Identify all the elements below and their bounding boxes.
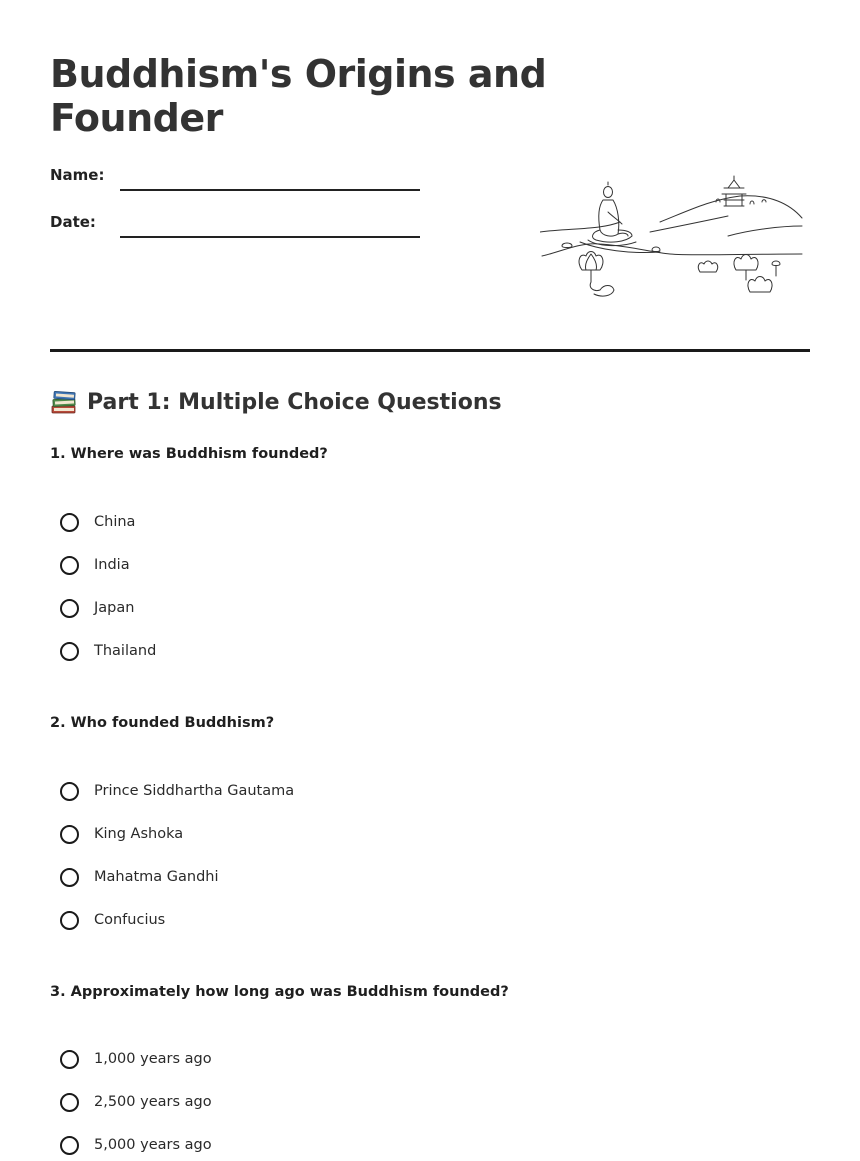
radio-button[interactable] — [60, 556, 79, 575]
option-label: 5,000 years ago — [94, 1137, 212, 1153]
question-1: 1. Where was Buddhism founded? — [50, 446, 328, 462]
radio-button[interactable] — [60, 642, 79, 661]
option-label: 2,500 years ago — [94, 1094, 212, 1110]
radio-button[interactable] — [60, 1093, 79, 1112]
q3-option-1[interactable] — [60, 1046, 212, 1072]
option-label: Japan — [94, 600, 135, 616]
q2-option-4[interactable] — [60, 907, 165, 933]
radio-button[interactable] — [60, 782, 79, 801]
option-label: India — [94, 557, 130, 573]
option-label: Confucius — [94, 912, 166, 928]
books-icon — [50, 390, 78, 416]
worksheet-page — [50, 0, 810, 1161]
q2-option-1[interactable] — [60, 778, 294, 804]
option-label: Thailand — [94, 643, 157, 659]
date-field[interactable] — [50, 212, 470, 242]
radio-button[interactable] — [60, 911, 79, 930]
date-label: Date: — [50, 213, 96, 231]
radio-button[interactable] — [60, 513, 79, 532]
q2-option-2[interactable] — [60, 821, 183, 847]
q3-option-2[interactable] — [60, 1089, 212, 1115]
option-label: China — [94, 514, 136, 530]
q1-option-4[interactable] — [60, 638, 156, 664]
q2-option-3[interactable] — [60, 864, 219, 890]
name-field[interactable] — [50, 165, 470, 195]
radio-button[interactable] — [60, 1136, 79, 1155]
question-3: 3. Approximately how long ago was Buddhism founded? — [50, 984, 509, 1000]
option-label: Mahatma Gandhi — [94, 869, 219, 885]
q1-option-1[interactable] — [60, 509, 135, 535]
part1-title: Part 1: Multiple Choice Questions — [87, 390, 502, 415]
date-line[interactable] — [120, 236, 420, 238]
question-2: 2. Who founded Buddhism? — [50, 715, 275, 731]
q1-option-3[interactable] — [60, 595, 134, 621]
option-label: Prince Siddhartha Gautama — [94, 783, 295, 799]
radio-button[interactable] — [60, 825, 79, 844]
q3-option-3[interactable] — [60, 1132, 212, 1158]
radio-button[interactable] — [60, 599, 79, 618]
worksheet-title: Buddhism's Origins and Founder — [50, 52, 547, 140]
name-label: Name: — [50, 166, 105, 184]
buddha-meditating-landscape-illustration — [540, 172, 808, 304]
radio-button[interactable] — [60, 868, 79, 887]
name-line[interactable] — [120, 189, 420, 191]
option-label: King Ashoka — [94, 826, 184, 842]
q1-option-2[interactable] — [60, 552, 130, 578]
radio-button[interactable] — [60, 1050, 79, 1069]
section-divider — [50, 349, 810, 352]
part1-heading — [50, 387, 502, 419]
option-label: 1,000 years ago — [94, 1051, 212, 1067]
